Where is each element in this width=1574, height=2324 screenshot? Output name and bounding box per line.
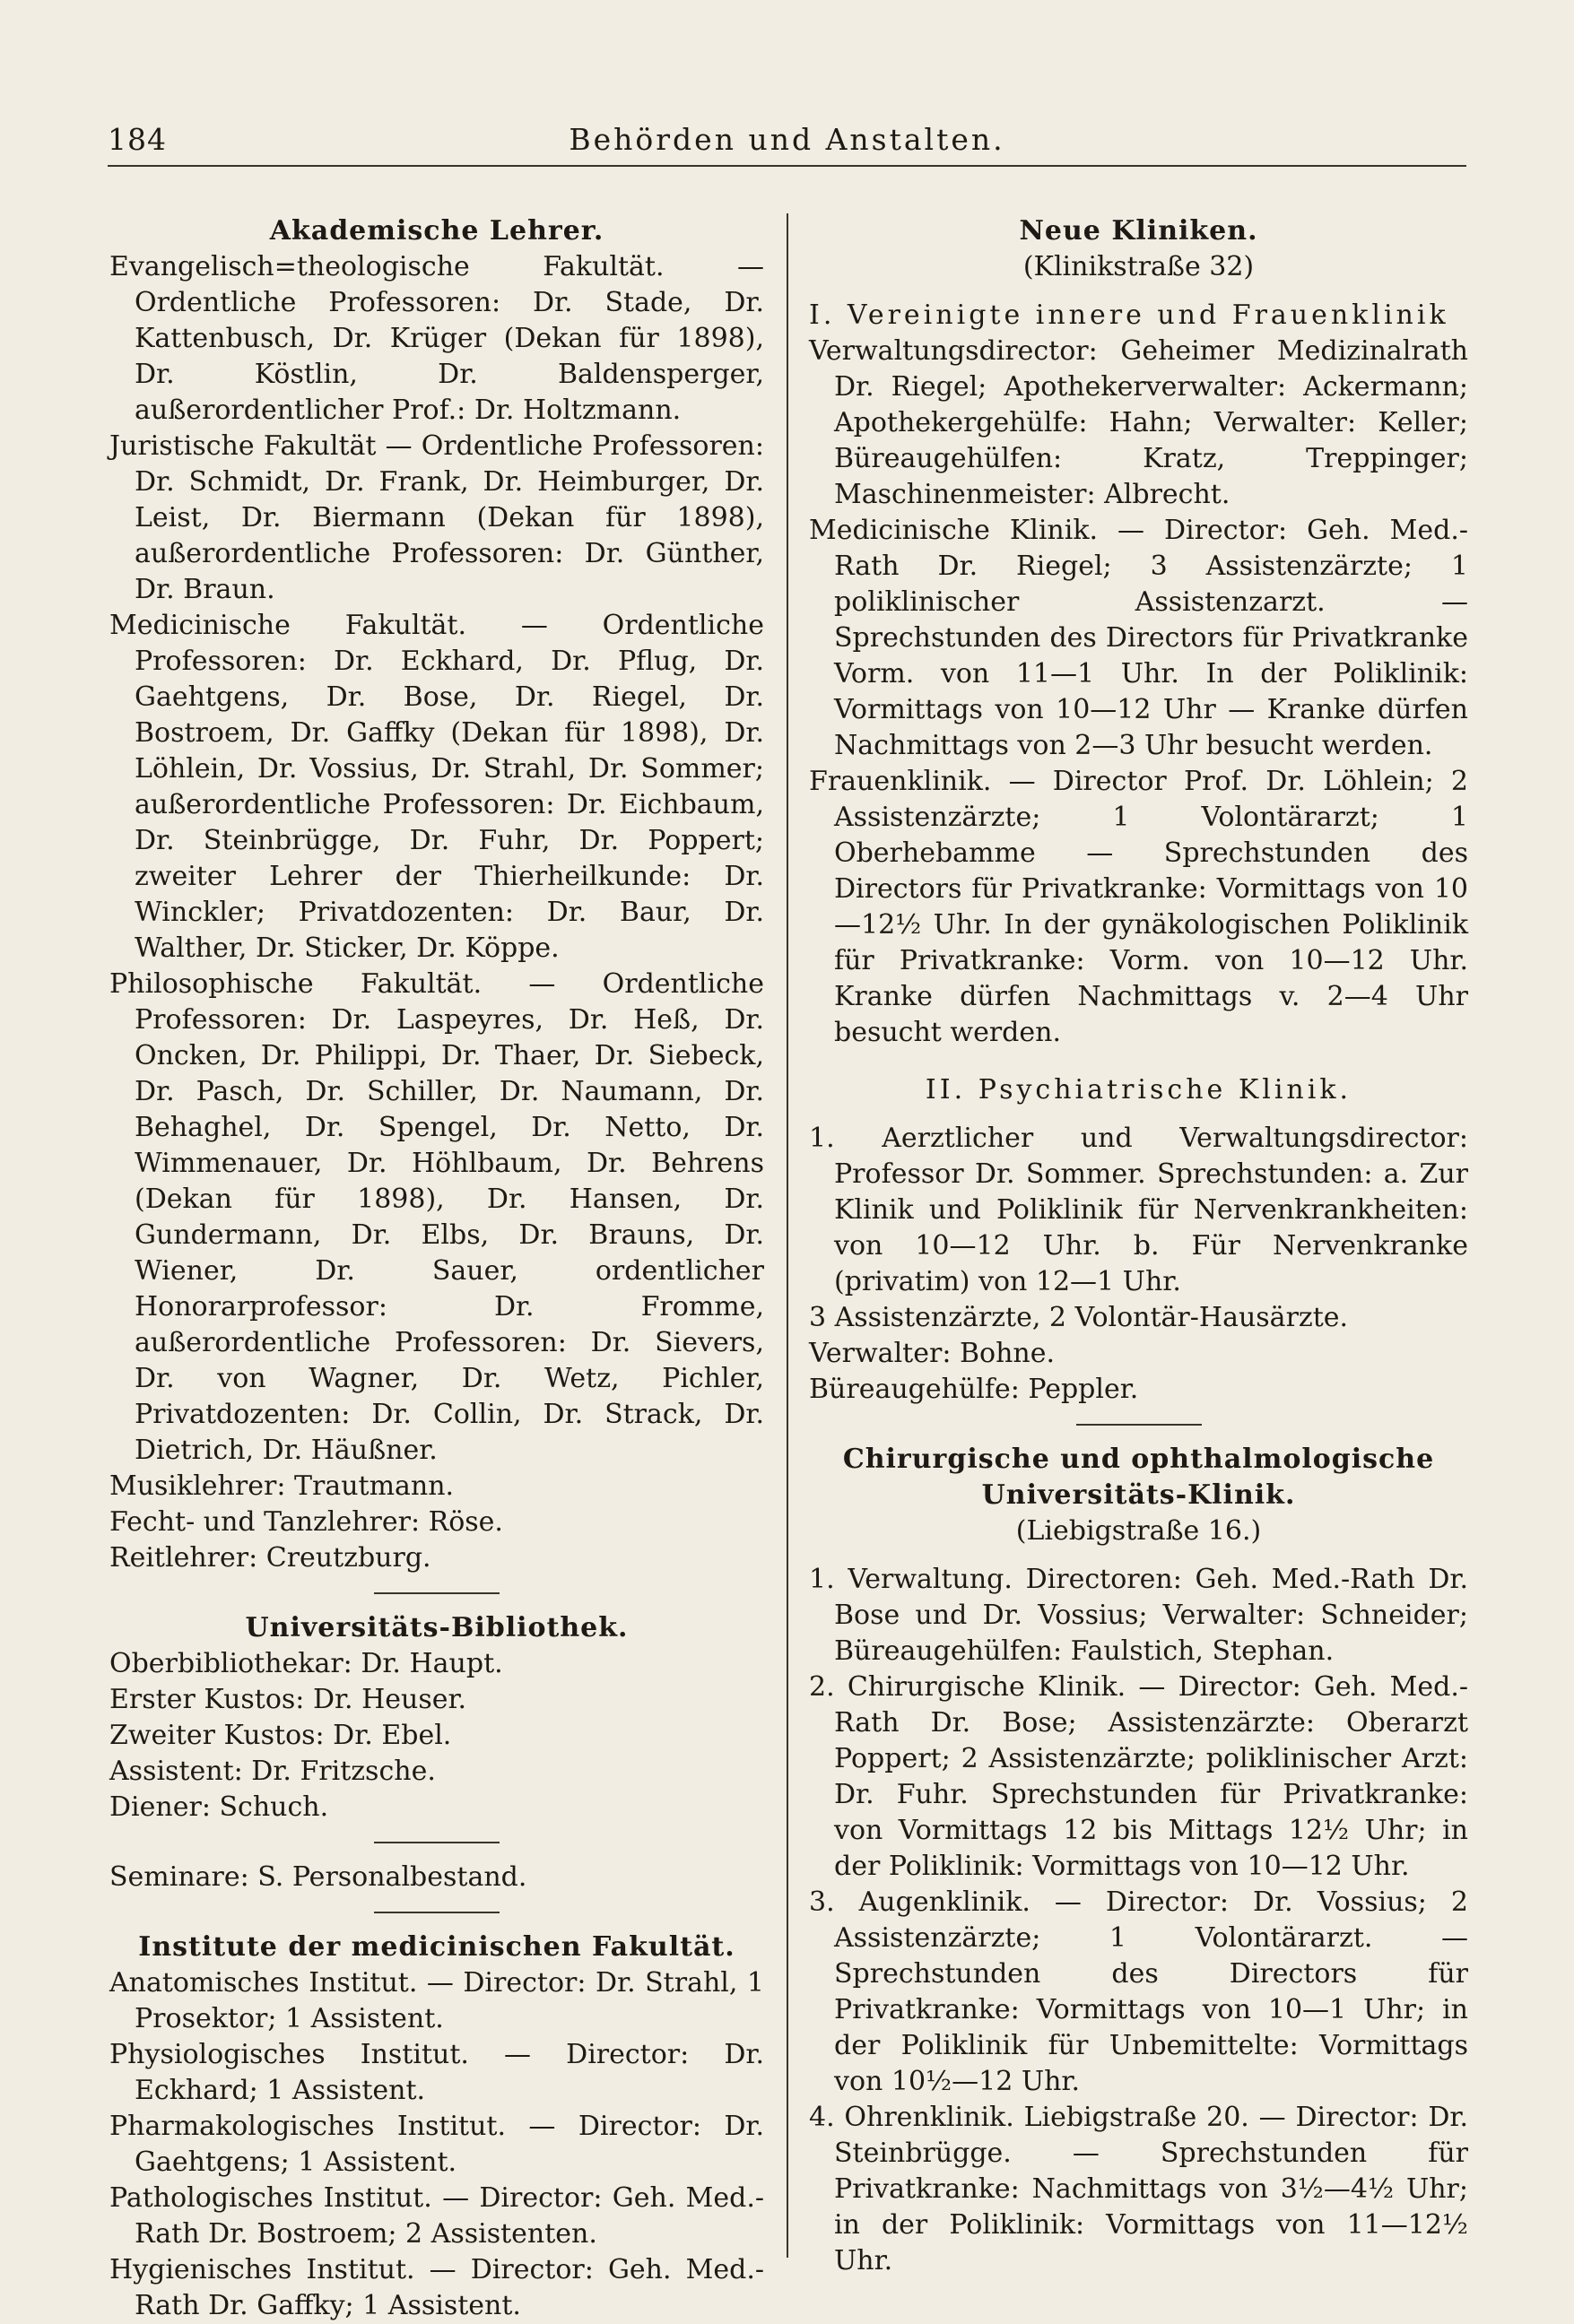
section-rule (374, 1912, 500, 1913)
page-number: 184 (108, 122, 167, 157)
page-header (108, 122, 1466, 167)
entry-reitlehrer: Reitlehrer: Creutzburg. (109, 1542, 431, 1574)
column-divider (787, 213, 788, 2258)
entry-erster-kustos: Erster Kustos: Dr. Heuser. (109, 1684, 467, 1715)
section-title-neue-kliniken: Neue Kliniken. (1019, 215, 1258, 247)
entry-verwaltungsdirector: Verwaltungsdirector: Geheimer Medizinalrath Dr. Riegel; Apothekerverwalter: Ackermann; Apothekergehülfe: Hahn; Verwalter: Keller; Büreaugehülfen: Kratz, Treppinger; Maschinenmeister: Albrecht. (809, 335, 1468, 510)
entry-bureaugehuelfe: Büreaugehülfe: Peppler. (809, 1374, 1139, 1405)
subsection-head-psychiatrische-klinik: II. Psychiatrische Klinik. (925, 1074, 1352, 1106)
running-title: Behörden und Anstalten. (569, 122, 1005, 157)
section-title-universitaets-klinik: Universitäts-Klinik. (981, 1479, 1296, 1511)
entry-augenklinik: 3. Augenklinik. — Director: Dr. Vossius; 2 Assistenzärzte; 1 Volontärarzt. — Sprechstunden des Directors für Privatkranke: Vormittags von 10—1 Uhr; in der Poliklinik für Unbemittelte: Vormittags von 10½—12 Uhr. (809, 1886, 1468, 2097)
entry-juristische-fakultaet: Juristische Fakultät — Ordentliche Professoren: Dr. Schmidt, Dr. Frank, Dr. Heimburger, Dr. Leist, Dr. Biermann (Dekan für 1898), außerordentliche Professoren: Dr. Günther, Dr. Braun. (109, 430, 764, 605)
entry-medicinische-klinik: Medicinische Klinik. — Director: Geh. Med.-Rath Dr. Riegel; 3 Assistenzärzte; 1 poliklinischer Assistenzarzt. — Sprechstunden des Directors für Privatkranke Vorm. von 11—1 Uhr. In der Poliklinik: Vormittags von 10—12 Uhr — Kranke dürfen Nachmittags von 2—3 Uhr besucht werden. (809, 515, 1468, 761)
entry-pharmakologisches-institut: Pharmakologisches Institut. — Director: Dr. Gaehtgens; 1 Assistent. (109, 2111, 764, 2178)
entry-physiologisches-institut: Physiologisches Institut. — Director: Dr. Eckhard; 1 Assistent. (109, 2039, 764, 2106)
section-title-chirurgische-klinik: Chirurgische und ophthalmologische (842, 1444, 1435, 1475)
left-column (109, 213, 764, 2321)
section-rule (374, 1842, 500, 1843)
header-rule (108, 165, 1466, 167)
section-title-institute: Institute der medicinischen Fakultät. (138, 1931, 735, 1963)
entry-aerztlicher-director: 1. Aerztlicher und Verwaltungsdirector: Professor Dr. Sommer. Sprechstunden: a. Zur Klinik und Poliklinik für Nervenkrankheiten: von 10—12 Uhr. b. Für Nervenkranke (privatim) von 12—1 Uhr. (809, 1123, 1468, 1297)
entry-assistent: Assistent: Dr. Fritzsche. (109, 1756, 436, 1787)
entry-hygienisches-institut: Hygienisches Institut. — Director: Geh. Med.-Rath Dr. Gaffky; 1 Assistent. (109, 2254, 764, 2321)
entry-frauenklinik: Frauenklinik. — Director Prof. Dr. Löhlein; 2 Assistenzärzte; 1 Volontärarzt; 1 Oberhebamme — Sprechstunden des Directors für Privatkranke: Vormittags von 10—12½ Uhr. In der gynäkologischen Poliklinik für Privatkranke: Vorm. von 10—12 Uhr. Kranke dürfen Nachmittags v. 2—4 Uhr besucht werden. (809, 766, 1468, 1048)
entry-ohrenklinik: 4. Ohrenklinik. Liebigstraße 20. — Director: Dr. Steinbrügge. — Sprechstunden für Privatkranke: Nachmittags von 3½—4½ Uhr; in der Poliklinik: Vormittags von 11—12½ Uhr. (809, 2102, 1468, 2276)
entry-oberbibliothekar: Oberbibliothekar: Dr. Haupt. (109, 1648, 503, 1679)
section-subtitle-liebigstrasse: (Liebigstraße 16.) (1015, 1515, 1262, 1547)
entry-seminare: Seminare: S. Personalbestand. (109, 1861, 527, 1893)
entry-musiklehrer: Musiklehrer: Trautmann. (109, 1470, 455, 1502)
section-title-akademische-lehrer: Akademische Lehrer. (269, 215, 604, 247)
entry-zweiter-kustos: Zweiter Kustos: Dr. Ebel. (109, 1720, 452, 1751)
spacer (809, 1549, 1468, 1562)
entry-verwalter: Verwalter: Bohne. (809, 1338, 1055, 1369)
entry-verwaltung: 1. Verwaltung. Directoren: Geh. Med.-Rath Dr. Bose und Dr. Vossius; Verwalter: Schneider; Büreaugehülfen: Faulstich, Stephan. (809, 1564, 1468, 1667)
entry-diener: Diener: Schuch. (109, 1791, 329, 1823)
right-column (809, 213, 1468, 2276)
section-subtitle-address: (Klinikstraße 32) (1022, 251, 1255, 282)
entry-medicinische-fakultaet: Medicinische Fakultät. — Ordentliche Professoren: Dr. Eckhard, Dr. Pflug, Dr. Gaehtgens, Dr. Bose, Dr. Riegel, Dr. Bostroem, Dr. Gaffky (Dekan für 1898), Dr. Löhlein, Dr. Vossius, Dr. Strahl, Dr. Sommer; außerordentliche Professoren: Dr. Eichbaum, Dr. Steinbrügge, Dr. Fuhr, Dr. Poppert; zweiter Lehrer der Thierheilkunde: Dr. Winckler; Privatdozenten: Dr. Baur, Dr. Walther, Dr. Sticker, Dr. Köppe. (109, 610, 764, 964)
spacer (809, 285, 1468, 298)
spacer (809, 1108, 1468, 1121)
entry-evangelisch-theologische-fakultaet: Evangelisch=theologische Fakultät. — Ordentliche Professoren: Dr. Stade, Dr. Kattenbusch, Dr. Krüger (Dekan für 1898), Dr. Köstlin, Dr. Baldensperger, außerordentlicher Prof.: Dr. Holtzmann. (109, 251, 764, 426)
entry-philosophische-fakultaet: Philosophische Fakultät. — Ordentliche Professoren: Dr. Laspeyres, Dr. Heß, Dr. Oncken, Dr. Philippi, Dr. Thaer, Dr. Siebeck, Dr. Pasch, Dr. Schiller, Dr. Naumann, Dr. Behaghel, Dr. Spengel, Dr. Netto, Dr. Wimmenauer, Dr. Höhlbaum, Dr. Behrens (Dekan für 1898), Dr. Hansen, Dr. Gundermann, Dr. Elbs, Dr. Brauns, Dr. Wiener, Dr. Sauer, ordentlicher Honorarprofessor: Dr. Fromme, außerordentliche Professoren: Dr. Sievers, Dr. von Wagner, Dr. Wetz, Pichler, Privatdozenten: Dr. Collin, Dr. Strack, Dr. Dietrich, Dr. Häußner. (109, 968, 764, 1466)
entry-fecht-tanzlehrer: Fecht- und Tanzlehrer: Röse. (109, 1506, 503, 1538)
spacer (809, 1051, 1468, 1072)
section-title-universitaets-bibliothek: Universitäts-Bibliothek. (245, 1612, 629, 1643)
section-rule (374, 1592, 500, 1594)
section-rule (1076, 1424, 1202, 1426)
entry-chirurgische-klinik: 2. Chirurgische Klinik. — Director: Geh. Med.-Rath Dr. Bose; Assistenzärzte: Oberarzt Poppert; 2 Assistenzärzte; poliklinischer Arzt: Dr. Fuhr. Sprechstunden für Privatkranke: von Vormittags 12 bis Mittags 12½ Uhr; in der Poliklinik: Vormittags von 10—12 Uhr. (809, 1671, 1468, 1882)
subsection-head-frauenklinik: I. Vereinigte innere und Frauenklinik (809, 299, 1449, 331)
entry-anatomisches-institut: Anatomisches Institut. — Director: Dr. Strahl, 1 Prosektor; 1 Assistent. (109, 1967, 764, 2034)
entry-assistenzaerzte: 3 Assistenzärzte, 2 Volontär-Hausärzte. (809, 1302, 1349, 1333)
entry-pathologisches-institut: Pathologisches Institut. — Director: Geh. Med.-Rath Dr. Bostroem; 2 Assistenten. (109, 2182, 764, 2250)
